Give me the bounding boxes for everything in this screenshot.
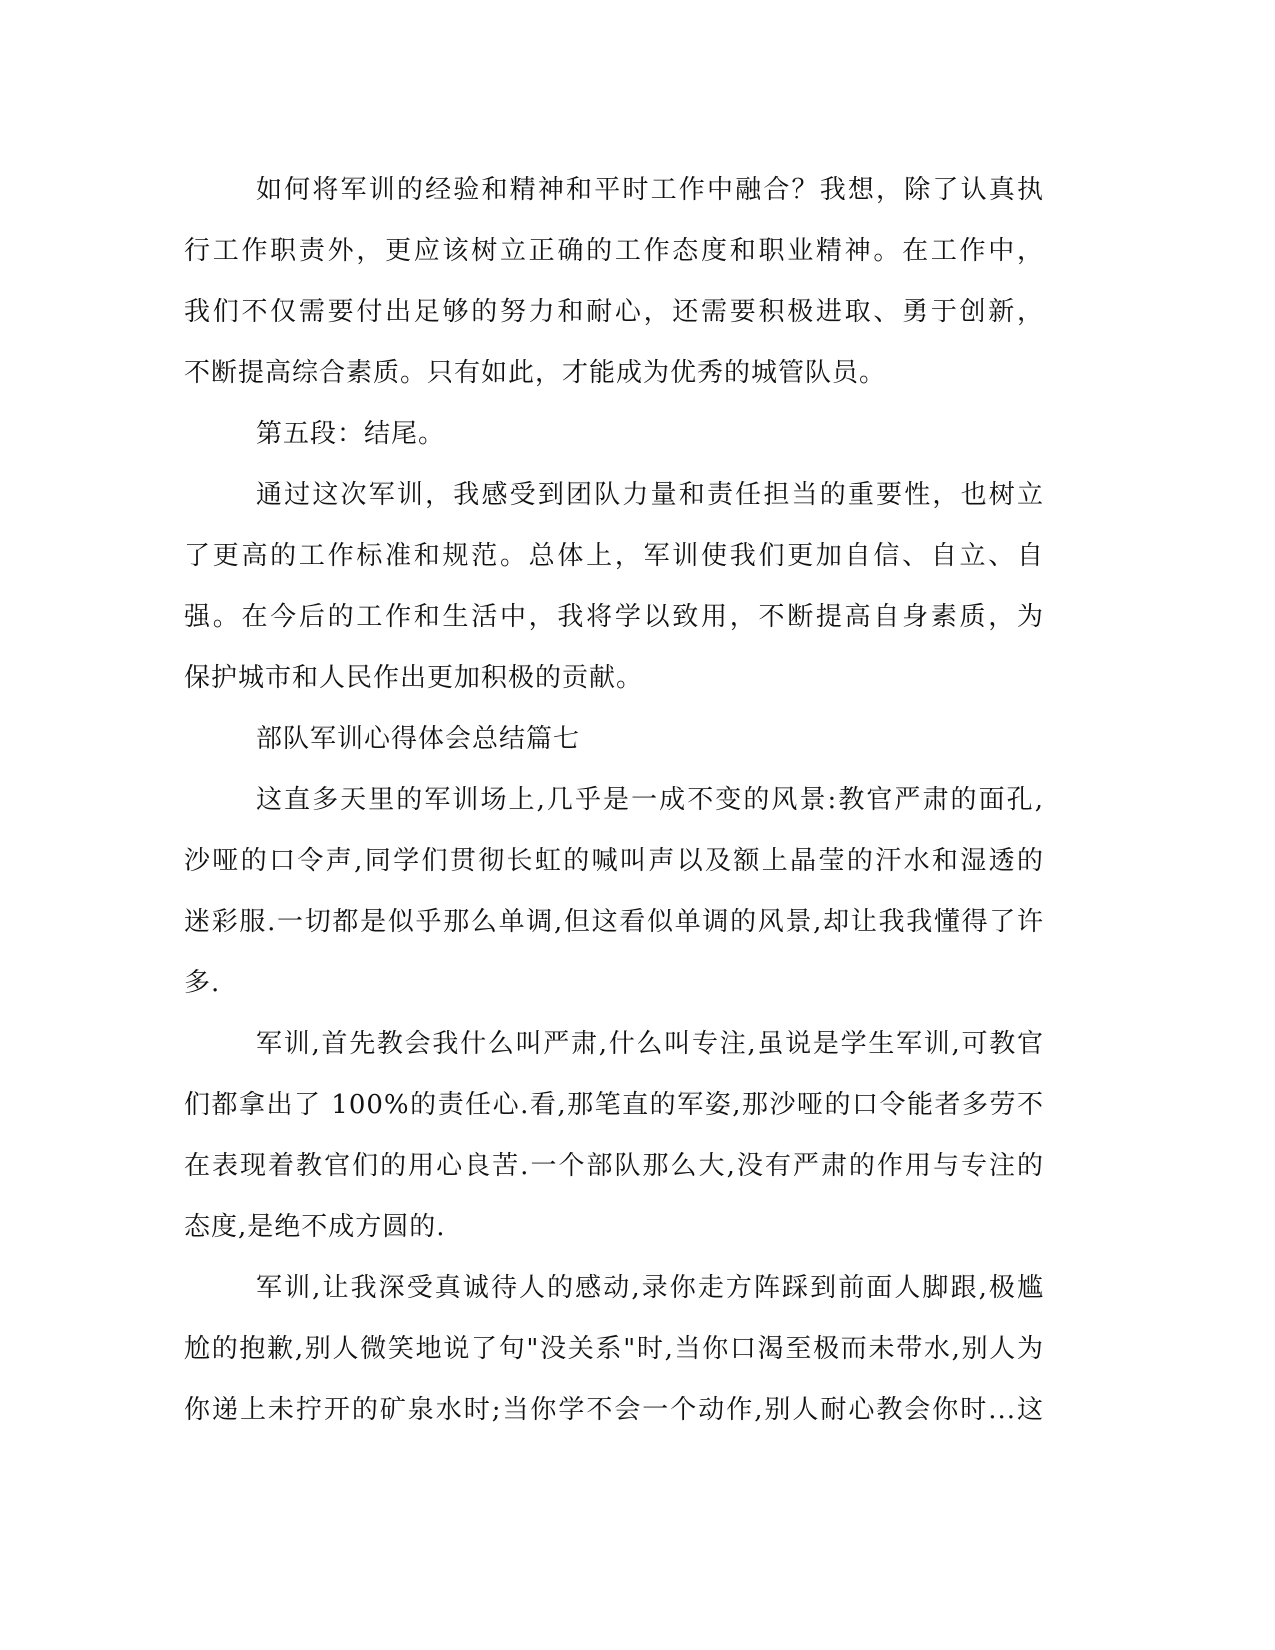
text-line: 强。在今后的工作和生活中，我将学以致用，不断提高自身素质，为 <box>184 602 1044 632</box>
text-line: 你递上未拧开的矿泉水时;当你学不会一个动作,别人耐心教会你时...这 <box>184 1395 1044 1425</box>
text-line: 迷彩服.一切都是似乎那么单调,但这看似单调的风景,却让我我懂得了许 <box>184 907 1044 937</box>
document-body <box>184 160 1044 1441</box>
article-title-part-seven <box>184 709 1044 770</box>
text-line: 军训,首先教会我什么叫严肃,什么叫专注,虽说是学生军训,可教官 <box>256 1029 1044 1059</box>
text-line: 行工作职责外，更应该树立正确的工作态度和职业精神。在工作中， <box>184 236 1044 266</box>
text-line: 了更高的工作标准和规范。总体上，军训使我们更加自信、自立、自 <box>184 541 1044 571</box>
text-line: 不断提高综合素质。只有如此，才能成为优秀的城管队员。 <box>184 358 887 388</box>
text-line: 部队军训心得体会总结篇七 <box>256 724 581 754</box>
paragraph-work-integration <box>184 160 1044 404</box>
text-line: 们都拿出了 100%的责任心.看,那笔直的军姿,那沙哑的口令能者多劳不 <box>184 1090 1044 1120</box>
text-line: 这直多天里的军训场上,几乎是一成不变的风景:教官严肃的面孔, <box>256 785 1044 815</box>
paragraph-conclusion <box>184 465 1044 709</box>
text-line: 第五段：结尾。 <box>256 419 446 449</box>
text-line: 在表现着教官们的用心良苦.一个部队那么大,没有严肃的作用与专注的 <box>184 1151 1044 1181</box>
text-line: 如何将军训的经验和精神和平时工作中融合？我想，除了认真执 <box>256 175 1044 205</box>
text-line: 军训,让我深受真诚待人的感动,录你走方阵踩到前面人脚跟,极尴 <box>256 1273 1044 1303</box>
text-line: 多. <box>184 968 221 998</box>
text-line: 保护城市和人民作出更加积极的贡献。 <box>184 663 644 693</box>
paragraph-seriousness <box>184 1014 1044 1258</box>
text-line: 态度,是绝不成方圆的. <box>184 1212 446 1242</box>
section-heading-part-five <box>184 404 1044 465</box>
paragraph-sincerity <box>184 1258 1044 1441</box>
text-line: 我们不仅需要付出足够的努力和耐心，还需要积极进取、勇于创新， <box>184 297 1044 327</box>
paragraph-training-scene <box>184 770 1044 1014</box>
text-line: 沙哑的口令声,同学们贯彻长虹的喊叫声以及额上晶莹的汗水和湿透的 <box>184 846 1044 876</box>
text-line: 通过这次军训，我感受到团队力量和责任担当的重要性，也树立 <box>256 480 1044 510</box>
text-line: 尬的抱歉,别人微笑地说了句"没关系"时,当你口渴至极而未带水,别人为 <box>184 1334 1044 1364</box>
